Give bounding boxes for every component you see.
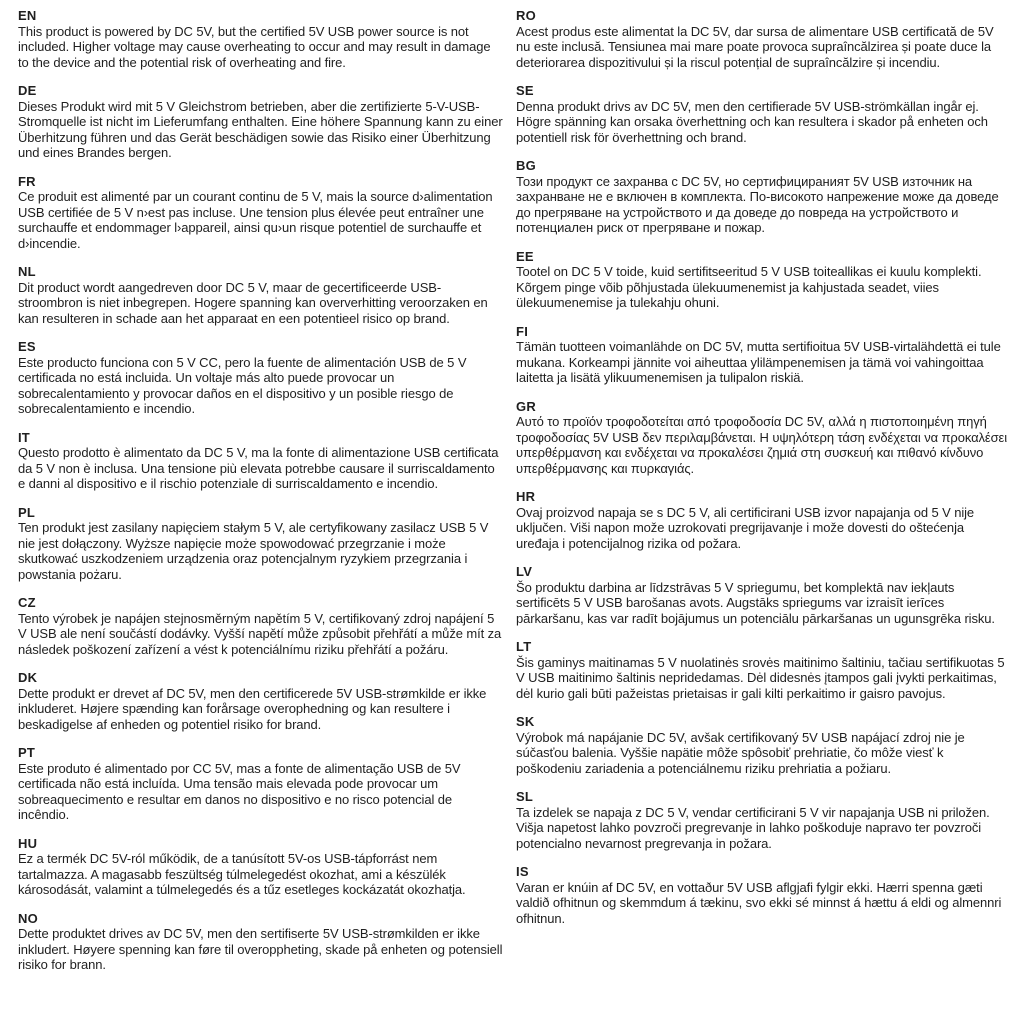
language-code-bg: BG	[516, 158, 536, 173]
notice-text-dk: Dette produkt er drevet af DC 5V, men den certificerede 5V USB-strømkilde er ikke inkluderet. Højere spænding kan forårsage overophedning og kan resultere i beskadigelse af enheden og potentiel risiko for brand.	[18, 685, 487, 732]
language-code-de: DE	[18, 83, 37, 98]
notice-text-cz: Tento výrobek je napájen stejnosměrným napětím 5 V, certifikovaný zdroj napájení 5 V USB ale není součástí dodávky. Vyšší napětí může způsobit přehřátí a může mít za následek poškození zařízení a vést k potenciálnímu riziku přehřátí a požáru.	[18, 610, 502, 657]
language-code-hr: HR	[516, 489, 536, 504]
notice-text-hu: Ez a termék DC 5V-ról működik, de a tanúsított 5V-os USB-tápforrást nem tartalmazza. A magasabb feszültség túlmelegedést okozhat, ami a készülék károsodását, valamint a túlmelegedés és a tűz esetleges kockázatát okozhatja.	[18, 851, 466, 897]
language-code-fr: FR	[18, 173, 36, 189]
language-code-it: IT	[18, 429, 30, 445]
notice-text-ee: Tootel on DC 5 V toide, kuid sertifitseeritud 5 V USB toiteallikas ei kuulu komplekti. Kõrgem pinge võib põhjustada ülekuumenemist ja kahjustada seadet, viies ülekuumenemise ja tulekahju ohuni.	[516, 264, 982, 310]
notice-section-lt	[516, 639, 1010, 701]
notice-section-es	[18, 339, 504, 417]
notice-text-ro: Acest produs este alimentat la DC 5V, dar sursa de alimentare USB certificată de 5V nu este inclusă. Tensiunea mai mare poate provoca supraîncălzirea și poate duce la deteriorarea dispozitivului și la riscul potențial de supraîncălzire și incendiu.	[516, 23, 994, 70]
notice-section-pt	[18, 745, 504, 823]
language-code-dk: DK	[18, 670, 38, 685]
notice-text-de: Dieses Produkt wird mit 5 V Gleichstrom betrieben, aber die zertifizierte 5-V-USB-Stromquelle ist nicht im Lieferumfang enthalten. Eine höhere Spannung kann zu einer Überhitzung führen und das Gerät beschädigen sowie das Risiko einer Überhitzung und eines Brandes bergen.	[18, 98, 503, 160]
notice-section-pl	[18, 505, 504, 583]
notice-text-es: Este producto funciona con 5 V CC, pero la fuente de alimentación USB de 5 V certificada no está incluida. Un voltaje más alto puede provocar un sobrecalentamiento y provocar daños en el dispositivo y un posible riesgo de sobrecalentamiento e incendio.	[18, 354, 467, 416]
notice-text-no: Dette produktet drives av DC 5V, men den sertifiserte 5V USB-strømkilden er ikke inkludert. Høyere spenning kan føre til overoppheting, skade på enheten og potensiell risiko for brann.	[18, 926, 503, 972]
notice-text-fi: Tämän tuotteen voimanlähde on DC 5V, mutta sertifioitua 5V USB-virtalähdettä ei tule mukana. Korkeampi jännite voi aiheuttaa ylilämpenemisen ja tämä voi vahingoittaa laitetta ja lisätä ylikuumenemisen ja tulipalon riskiä.	[516, 339, 1001, 385]
notice-text-lt: Šis gaminys maitinamas 5 V nuolatinės srovės maitinimo šaltiniu, tačiau sertifikuotas 5 V USB maitinimo šaltinis nepridedamas. Dėl didesnės įtampos gali įvykti perkaitimas, dėl kurio gali būti pažeistas prietaisas ir gali kilti perkaitimo ir gaisro pavojus.	[516, 654, 1005, 701]
notice-section-ro	[516, 8, 1010, 70]
language-code-sl: SL	[516, 789, 534, 804]
notice-section-dk	[18, 670, 504, 732]
language-code-lt: LT	[516, 639, 532, 654]
notice-section-it	[18, 430, 504, 492]
language-code-pl: PL	[18, 504, 36, 520]
notice-text-hr: Ovaj proizvod napaja se s DC 5 V, ali certificirani USB izvor napajanja od 5 V nije uključen. Viši napon može uzrokovati pregrijavanje i može dovesti do oštećenja uređaja i potencijalnog rizika od požara.	[516, 504, 975, 551]
notice-section-fi	[516, 324, 1010, 386]
notice-text-se: Denna produkt drivs av DC 5V, men den certifierade 5V USB-strömkällan ingår ej. Högre spänning kan orsaka överhettning och kan resultera i skador på enheten och potentiell risk för överhettning och brand.	[516, 98, 988, 145]
left-column	[18, 8, 504, 1016]
notice-text-is: Varan er knúin af DC 5V, en vottaður 5V USB aflgjafi fylgir ekki. Hærri spenna gæti valdið ofhitnun og skemmdum á tækinu, svo ekki sé minnst á hættu á eldi og almennri ofhitnun.	[516, 879, 1002, 926]
language-code-se: SE	[516, 83, 534, 98]
notice-text-en: This product is powered by DC 5V, but the certified 5V USB power source is not included. Higher voltage may cause overheating to occur and may result in damage to the device and the potential risk of overheating and fire.	[18, 23, 491, 70]
language-code-no: NO	[18, 910, 38, 926]
language-code-hu: HU	[18, 835, 38, 851]
notice-text-fr: Ce produit est alimenté par un courant continu de 5 V, mais la source d›alimentation USB certifiée de 5 V n›est pas incluse. Une tension plus élevée peut entraîner une surchauffe et endommager l›appareil, ainsi qu›un risque potentiel de surchauffe et d›incendie.	[18, 189, 493, 251]
language-code-lv: LV	[516, 564, 533, 579]
notice-section-de	[18, 83, 504, 161]
notice-section-hr	[516, 489, 1010, 551]
notice-text-sk: Výrobok má napájanie DC 5V, avšak certifikovaný 5V USB napájací zdroj nie je súčasťou balenia. Vyššie napätie môže spôsobiť prehriatie, čo môže viesť k poškodeniu zariadenia a potenciálnemu riziku prehriatia a požiaru.	[516, 729, 965, 776]
language-code-ee: EE	[516, 248, 534, 264]
notice-text-nl: Dit product wordt aangedreven door DC 5 V, maar de gecertificeerde USB-stroombron is niet inbegrepen. Hogere spanning kan oververhitting veroorzaken en kan resulteren in schade aan het apparaat en een potentieel risico op brand.	[18, 279, 488, 326]
language-code-ro: RO	[516, 8, 536, 23]
language-code-gr: GR	[516, 398, 536, 414]
notice-section-hu	[18, 836, 504, 898]
notice-section-no	[18, 911, 504, 973]
language-code-es: ES	[18, 339, 36, 354]
notice-section-fr	[18, 174, 504, 252]
notice-section-se	[516, 83, 1010, 145]
notice-text-gr: Αυτό το προϊόν τροφοδοτείται από τροφοδοσία DC 5V, αλλά η πιστοποιημένη πηγή τροφοδοσίας 5V USB δεν περιλαμβάνεται. Η υψηλότερη τάση ενδέχεται να προκαλέσει υπερθέρμανση και ενδέχεται να προκαλέσει ζημιά στη συσκευή και πιθανό κίνδυνο υπερθέρμανσης και πυρκαγιάς.	[516, 414, 1008, 476]
language-code-is: IS	[516, 864, 529, 879]
language-code-en: EN	[18, 8, 37, 23]
notice-text-bg: Този продукт се захранва с DC 5V, но сертифицираният 5V USB източник на захранване не е включен в комплекта. По-високото напрежение може да доведе до прегряване на устройството и да доведе до повреда на устройството и потенциален риск от прегряване и пожар.	[516, 173, 999, 235]
notice-section-sl	[516, 789, 1010, 851]
language-code-cz: CZ	[18, 595, 36, 610]
notice-text-pl: Ten produkt jest zasilany napięciem stałym 5 V, ale certyfikowany zasilacz USB 5 V nie jest dołączony. Wyższe napięcie może spowodować przegrzanie i może skutkować uszkodzeniem urządzenia oraz potencjalnym ryzykiem przegrzania i powstania pożaru.	[18, 520, 489, 582]
notice-text-it: Questo prodotto è alimentato da DC 5 V, ma la fonte di alimentazione USB certificata da 5 V non è inclusa. Una tensione più elevata potrebbe causare il surriscaldamento e danni al dispositivo e il rischio potenziale di surriscaldamento e incendio.	[18, 445, 499, 491]
notice-section-cz	[18, 595, 504, 657]
notice-text-pt: Este produto é alimentado por CC 5V, mas a fonte de alimentação USB de 5V certificada não está incluída. Uma tensão mais elevada pode provocar um sobreaquecimento e resultar em danos no dispositivo e no risco potencial de incêndio.	[18, 760, 461, 822]
notice-section-en	[18, 8, 504, 70]
right-column	[516, 8, 1010, 1016]
notice-section-gr	[516, 399, 1010, 477]
language-code-pt: PT	[18, 745, 36, 760]
notice-text-sl: Ta izdelek se napaja z DC 5 V, vendar certificirani 5 V vir napajanja USB ni priložen. Višja napetost lahko povzroči pregrevanje in lahko poškoduje napravo ter povzroči potencialno nevarnost pregrevanja in požara.	[516, 804, 990, 851]
notice-section-nl	[18, 264, 504, 326]
notice-section-is	[516, 864, 1010, 926]
notice-section-bg	[516, 158, 1010, 236]
notice-section-ee	[516, 249, 1010, 311]
notice-text-lv: Šo produktu darbina ar līdzstrāvas 5 V spriegumu, bet komplektā nav iekļauts sertificēts 5 V USB barošanas avots. Augstāks spriegums var izraisīt ierīces pārkaršanu, kas var radīt bojājumus un potenciālu pārkaršanas un ugunsgrēka risku.	[516, 579, 995, 626]
language-code-nl: NL	[18, 264, 36, 279]
language-code-sk: SK	[516, 714, 535, 729]
notice-section-sk	[516, 714, 1010, 776]
language-code-fi: FI	[516, 323, 528, 339]
notice-section-lv	[516, 564, 1010, 626]
